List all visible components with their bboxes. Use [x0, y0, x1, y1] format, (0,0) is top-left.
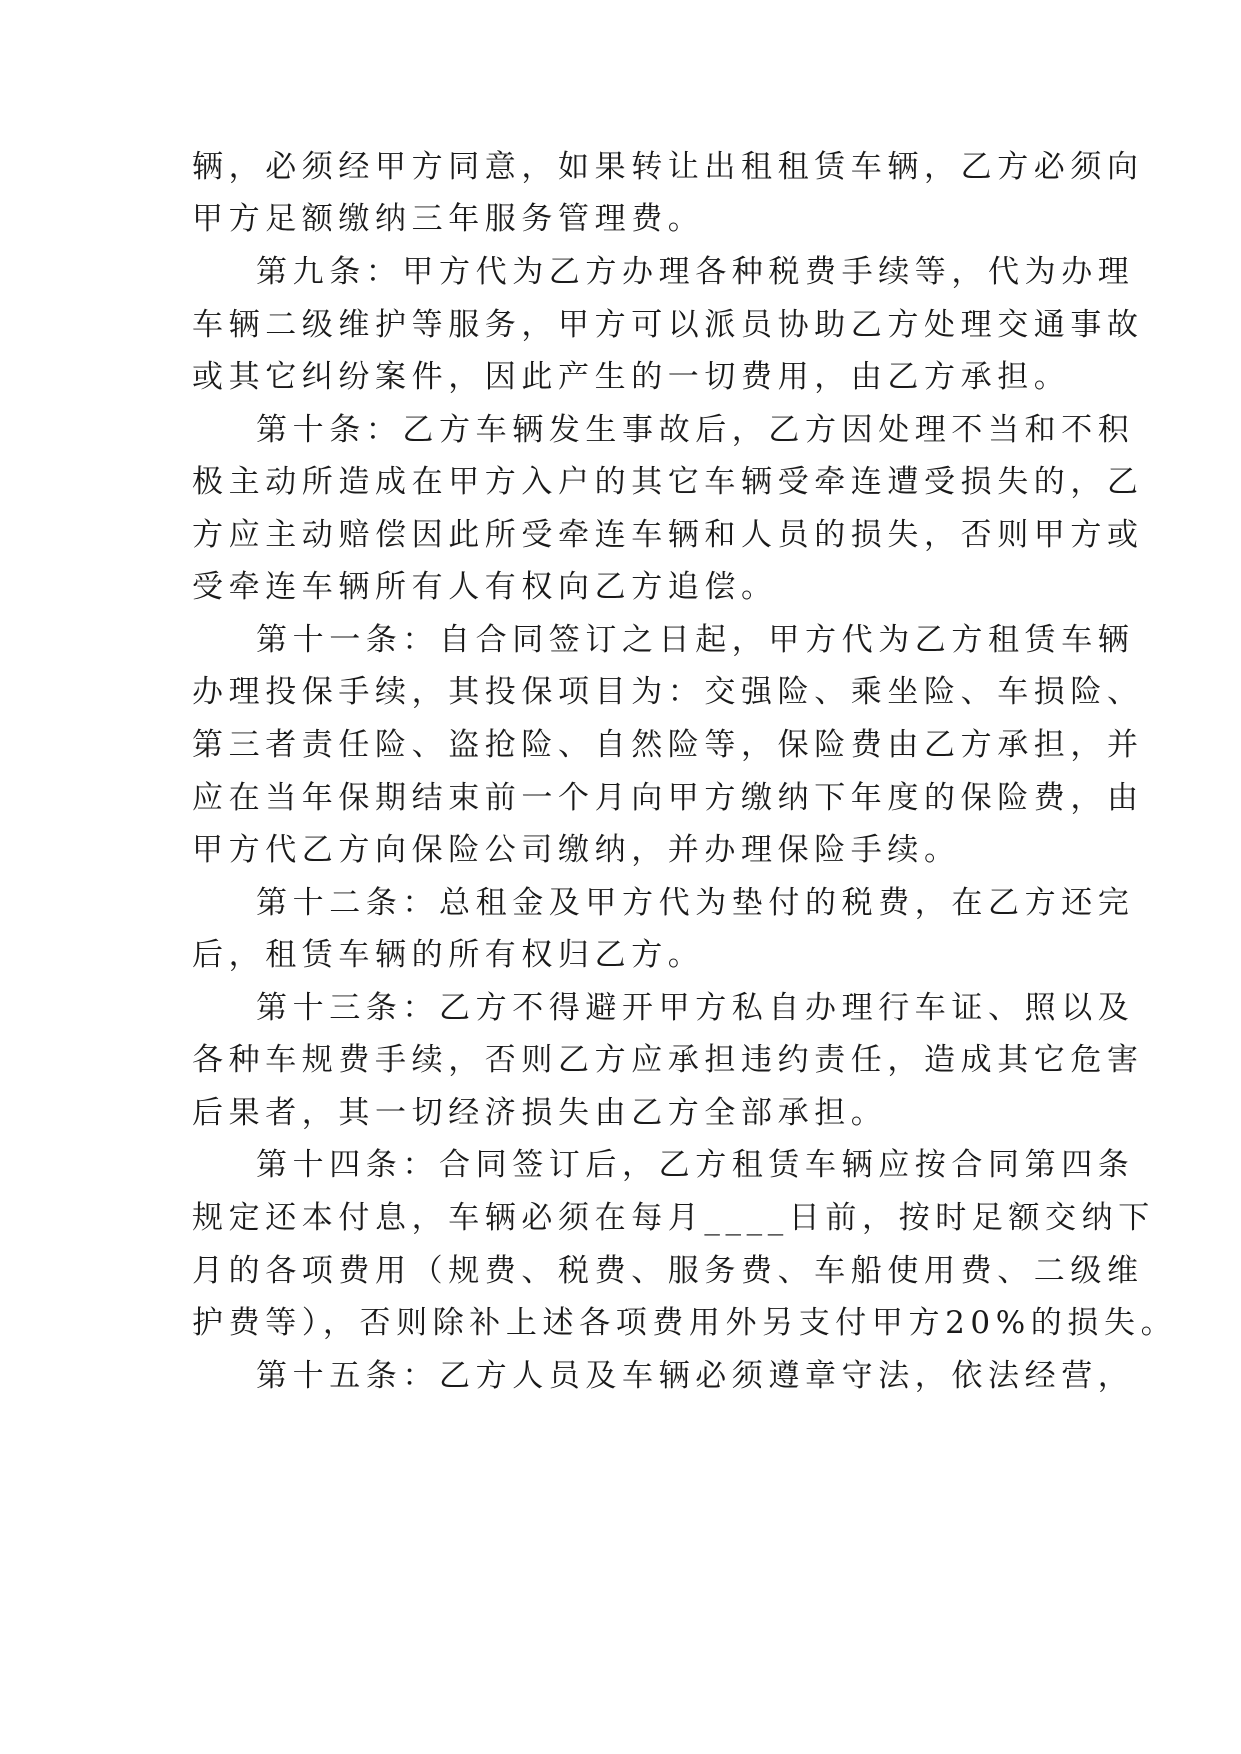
text-line: 应在当年保期结束前一个月向甲方缴纳下年度的保险费，由 — [192, 780, 1144, 816]
article-15-heading-line: 第十五条：乙方人员及车辆必须遵章守法，依法经营， — [256, 1358, 1135, 1394]
article-12-heading-line: 第十二条：总租金及甲方代为垫付的税费，在乙方还完 — [256, 885, 1135, 921]
text-line: 规定还本付息，车辆必须在每月____日前，按时足额交纳下 — [192, 1200, 1155, 1236]
text-line: 极主动所造成在甲方入户的其它车辆受牵连遭受损失的，乙 — [192, 464, 1144, 500]
text-line: 后，租赁车辆的所有权归乙方。 — [192, 937, 705, 973]
text-line: 第三者责任险、盗抢险、自然险等，保险费由乙方承担，并 — [192, 727, 1144, 763]
text-line: 或其它纠纷案件，因此产生的一切费用，由乙方承担。 — [192, 359, 1071, 395]
text-line: 甲方代乙方向保险公司缴纳，并办理保险手续。 — [192, 832, 961, 868]
text-line: 方应主动赔偿因此所受牵连车辆和人员的损失，否则甲方或 — [192, 517, 1144, 553]
text-line: 月的各项费用（规费、税费、服务费、车船使用费、二级维 — [192, 1253, 1144, 1289]
article-9-heading-line: 第九条：甲方代为乙方办理各种税费手续等，代为办理 — [256, 254, 1135, 290]
text-line: 护费等），否则除补上述各项费用外另支付甲方20%的损失。 — [192, 1305, 1178, 1341]
article-13-heading-line: 第十三条：乙方不得避开甲方私自办理行车证、照以及 — [256, 990, 1135, 1026]
text-line: 甲方足额缴纳三年服务管理费。 — [192, 201, 705, 237]
article-14-heading-line: 第十四条：合同签订后，乙方租赁车辆应按合同第四条 — [256, 1147, 1135, 1183]
text-line: 车辆二级维护等服务，甲方可以派员协助乙方处理交通事故 — [192, 307, 1144, 343]
text-line: 辆，必须经甲方同意，如果转让出租租赁车辆，乙方必须向 — [192, 149, 1144, 185]
text-line: 后果者，其一切经济损失由乙方全部承担。 — [192, 1095, 888, 1131]
text-line: 受牵连车辆所有人有权向乙方追偿。 — [192, 569, 778, 605]
article-10-heading-line: 第十条：乙方车辆发生事故后，乙方因处理不当和不积 — [256, 412, 1135, 448]
article-11-heading-line: 第十一条：自合同签订之日起，甲方代为乙方租赁车辆 — [256, 622, 1135, 658]
text-line: 各种车规费手续，否则乙方应承担违约责任，造成其它危害 — [192, 1042, 1144, 1078]
text-line: 办理投保手续，其投保项目为：交强险、乘坐险、车损险、 — [192, 674, 1144, 710]
